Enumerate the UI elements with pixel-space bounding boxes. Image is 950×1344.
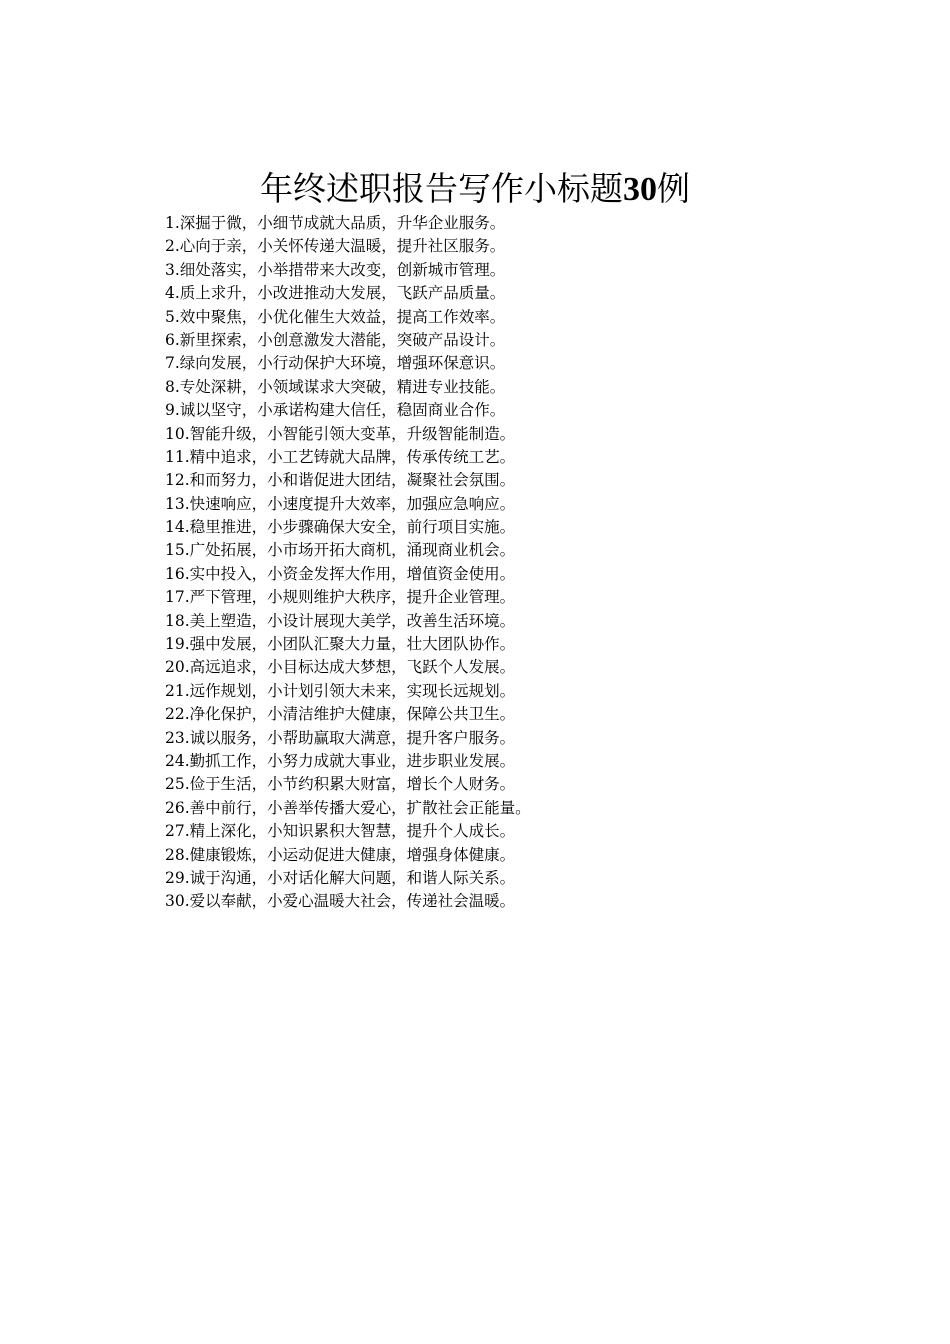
list-item: 28.健康锻炼，小运动促进大健康，增强身体健康。 xyxy=(165,845,516,864)
list-item: 11.精中追求，小工艺铸就大品牌，传承传统工艺。 xyxy=(165,447,516,466)
list-item: 18.美上塑造，小设计展现大美学，改善生活环境。 xyxy=(165,611,516,630)
list-item: 27.精上深化，小知识累积大智慧，提升个人成长。 xyxy=(165,822,516,841)
list-item: 22.净化保护，小清洁维护大健康，保障公共卫生。 xyxy=(165,705,516,724)
list-item: 21.远作规划，小计划引领大未来，实现长远规划。 xyxy=(165,681,516,700)
list-item: 17.严下管理，小规则维护大秩序，提升企业管理。 xyxy=(165,588,516,607)
list-item: 6.新里探索，小创意激发大潜能，突破产品设计。 xyxy=(165,330,506,349)
list-item: 29.诚于沟通，小对话化解大问题，和谐人际关系。 xyxy=(165,868,516,887)
title-number: 30 xyxy=(623,171,657,208)
list-item: 12.和而努力，小和谐促进大团结，凝聚社会氛围。 xyxy=(165,471,516,490)
list-item: 1.深掘于微，小细节成就大品质，升华企业服务。 xyxy=(165,214,506,232)
list-item: 7.绿向发展，小行动保护大环境，增强环保意识。 xyxy=(165,354,506,373)
list-item: 20.高远追求，小目标达成大梦想，飞跃个人发展。 xyxy=(165,658,516,677)
list-item: 16.实中投入，小资金发挥大作用，增值资金使用。 xyxy=(165,564,516,583)
list-item: 5.效中聚焦，小优化催生大效益，提高工作效率。 xyxy=(165,307,506,326)
list-item: 10.智能升级，小智能引领大变革，升级智能制造。 xyxy=(165,424,516,443)
list-item: 13.快速响应，小速度提升大效率，加强应急响应。 xyxy=(165,494,516,513)
list-item: 24.勤抓工作，小努力成就大事业，进步职业发展。 xyxy=(165,751,516,770)
list-item: 14.稳里推进，小步骤确保大安全，前行项目实施。 xyxy=(165,518,516,537)
list-item: 25.俭于生活，小节约积累大财富，增长个人财务。 xyxy=(165,775,516,794)
list-item: 9.诚以坚守，小承诺构建大信任，稳固商业合作。 xyxy=(165,401,506,420)
title-text: 年终述职报告写作小标题 xyxy=(260,169,623,208)
list-item: 4.质上求升，小改进推动大发展，飞跃产品质量。 xyxy=(165,284,506,303)
list-item: 8.专处深耕，小领域谋求大突破，精进专业技能。 xyxy=(165,377,506,396)
list-item: 2.心向于亲，小关怀传递大温暖，提升社区服务。 xyxy=(165,237,506,256)
document-title xyxy=(0,164,950,215)
list-item: 19.强中发展，小团队汇聚大力量，壮大团队协作。 xyxy=(165,635,516,654)
list-item: 26.善中前行，小善举传播大爱心，扩散社会正能量。 xyxy=(165,798,531,817)
title-suffix: 例 xyxy=(657,169,690,208)
list-item: 15.广处拓展，小市场开拓大商机，涌现商业机会。 xyxy=(165,541,516,560)
list-item: 23.诚以服务，小帮助赢取大满意，提升客户服务。 xyxy=(165,728,516,747)
subtitle-list xyxy=(165,212,531,914)
list-item: 30.爱以奉献，小爱心温暖大社会，传递社会温暖。 xyxy=(165,892,516,911)
list-item: 3.细处落实，小举措带来大改变，创新城市管理。 xyxy=(165,260,506,279)
